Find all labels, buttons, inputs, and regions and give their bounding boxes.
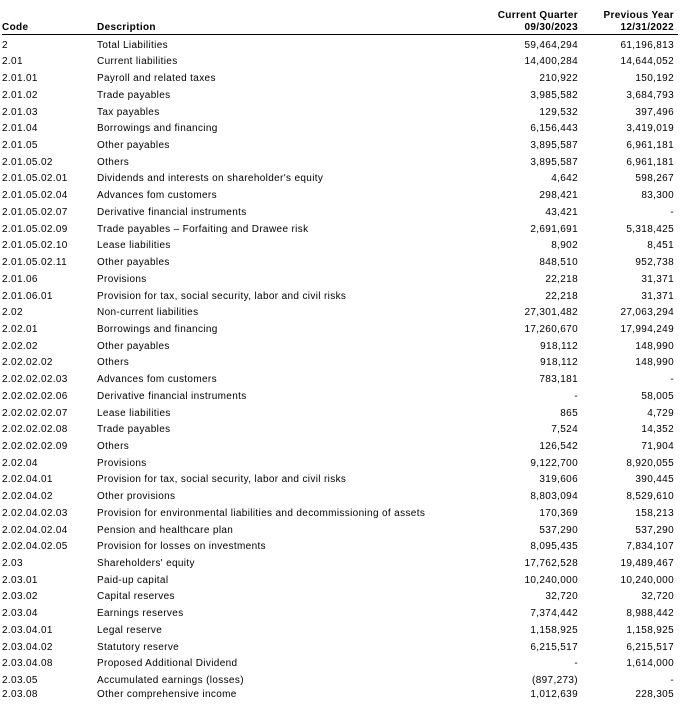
row-code: 2.02.04.02.05 [2,541,68,553]
row-previous-value: - [670,675,674,687]
row-current-value: 170,369 [539,507,578,519]
row-previous-value: 1,614,000 [626,658,674,670]
row-description: Non-current liabilities [97,307,199,319]
row-current-value: 32,720 [545,591,578,603]
row-description: Advances fom customers [97,190,217,202]
row-current-value: 1,158,925 [530,624,578,636]
row-current-value: 8,095,435 [530,541,578,553]
row-description: Provision for environmental liabilities and decommissioning of assets [97,507,426,519]
row-description: Provisions [97,273,147,285]
row-current-value: 783,181 [539,374,578,386]
row-current-value: 3,895,587 [530,156,578,168]
row-previous-value: 61,196,813 [620,39,674,51]
row-previous-value: 10,240,000 [620,574,674,586]
row-code: 2.02.04.02 [2,491,53,503]
row-description: Accumulated earnings (losses) [97,675,244,687]
table-row [2,436,678,453]
row-code: 2.03.04 [2,608,38,620]
row-current-value: - [574,390,578,402]
row-code: 2.02.04.02.04 [2,524,68,536]
header-previous-label: Previous Year [603,10,674,21]
row-description: Borrowings and financing [97,123,218,135]
row-code: 2.01.05.02.04 [2,190,68,202]
header-current-label: Current Quarter [497,10,578,21]
table-row [2,236,678,253]
row-current-value: 6,156,443 [530,123,578,135]
row-previous-value: 14,352 [641,424,674,436]
row-description: Legal reserve [97,624,163,636]
row-code: 2.02.04 [2,457,38,469]
row-code: 2.01.05.02.07 [2,206,68,218]
row-description: Proposed Additional Dividend [97,658,238,670]
row-code: 2.02.02 [2,340,38,352]
row-current-value: 918,112 [540,357,578,369]
row-description: Other payables [97,340,170,352]
row-current-value: 7,524 [551,424,578,436]
row-previous-value: 14,644,052 [620,56,674,68]
row-current-value: 298,421 [539,190,578,202]
row-description: Others [97,357,130,369]
table-row [2,603,678,620]
row-description: Other payables [97,257,170,269]
row-description: Others [97,440,130,452]
header-description: Description [97,10,481,35]
row-current-value: 17,260,670 [524,323,578,335]
row-code: 2.03.05 [2,675,38,687]
row-code: 2.02.04.01 [2,474,53,486]
row-previous-value: 390,445 [635,474,674,486]
table-row [2,386,678,403]
table-row [2,219,678,236]
table-row [2,202,678,219]
row-previous-value: 8,529,610 [626,491,674,503]
table-row [2,68,678,85]
row-description: Dividends and interests on shareholder's equity [97,173,324,185]
row-code: 2.01.05.02.10 [2,240,68,252]
row-code: 2.01.04 [2,123,38,135]
table-row [2,587,678,604]
row-description: Provision for losses on investments [97,541,266,553]
row-code: 2 [2,39,8,51]
row-previous-value: 7,834,107 [626,541,674,553]
header-previous-date: 12/31/2022 [620,22,674,33]
row-previous-value: 8,988,442 [626,608,674,620]
row-previous-value: 158,213 [635,507,674,519]
table-row [2,119,678,136]
table-row [2,486,678,503]
row-current-value: (897,273) [532,675,578,687]
row-code: 2.02.02.02.06 [2,390,68,402]
row-code: 2.03.04.01 [2,624,53,636]
row-previous-value: 31,371 [641,273,674,285]
row-current-value: 918,112 [540,340,578,352]
header-code: Code [2,10,97,35]
row-previous-value: 598,267 [635,173,674,185]
row-description: Provision for tax, social security, labor and civil risks [97,290,347,302]
header-current-date: 09/30/2023 [524,22,578,33]
row-previous-value: 150,192 [635,73,674,85]
row-current-value: - [574,658,578,670]
row-current-value: 22,218 [545,290,578,302]
row-description: Total Liabilities [97,39,168,51]
row-code: 2.01 [2,56,23,68]
row-previous-value: 6,215,517 [626,641,674,653]
row-previous-value: 6,961,181 [626,156,674,168]
row-current-value: 4,642 [551,173,578,185]
row-previous-value: 3,684,793 [626,89,674,101]
table-row [2,637,678,654]
row-previous-value: 6,961,181 [626,140,674,152]
row-previous-value: 27,063,294 [620,307,674,319]
row-description: Trade payables [97,424,171,436]
row-code: 2.01.06.01 [2,290,53,302]
row-current-value: 7,374,442 [530,608,578,620]
row-previous-value: 31,371 [641,290,674,302]
row-code: 2.02.02.02.08 [2,424,68,436]
row-current-value: 27,301,482 [524,307,578,319]
row-code: 2.02 [2,307,23,319]
row-current-value: 43,421 [545,206,578,218]
row-description: Current liabilities [97,56,178,68]
row-previous-value: - [670,206,674,218]
table-row [2,470,678,487]
row-previous-value: 8,920,055 [626,457,674,469]
table-row [2,403,678,420]
table-row [2,570,678,587]
table-row [2,537,678,554]
row-code: 2.03 [2,558,23,569]
row-current-value: 129,532 [539,106,578,118]
row-description: Borrowings and financing [97,323,218,335]
table-row [2,269,678,286]
row-current-value: 14,400,284 [524,56,578,68]
row-previous-value: 71,904 [641,440,674,452]
row-description: Other comprehensive income [97,689,237,701]
row-current-value: 537,290 [539,524,578,536]
table-row [2,453,678,470]
row-code: 2.03.04.02 [2,641,53,653]
table-row [2,654,678,671]
row-previous-value: 19,489,467 [620,558,674,569]
row-current-value: 8,902 [551,240,578,252]
row-previous-value: 1,158,925 [626,624,674,636]
row-code: 2.01.03 [2,106,38,118]
table-row [2,135,678,152]
table-row [2,85,678,102]
table-row [2,503,678,520]
row-code: 2.01.05 [2,140,38,152]
row-code: 2.01.05.02.01 [2,173,68,185]
row-previous-value: 5,318,425 [626,223,674,235]
table-row [2,102,678,119]
row-previous-value: 537,290 [635,524,674,536]
row-previous-value: - [670,374,674,386]
table-row [2,52,678,69]
table-row [2,319,678,336]
row-current-value: 9,122,700 [530,457,578,469]
row-previous-value: 952,738 [635,257,674,269]
table-row [2,353,678,370]
row-current-value: 3,985,582 [530,89,578,101]
row-code: 2.03.08 [2,689,38,701]
row-current-value: 126,542 [539,440,578,452]
table-row [2,420,678,437]
row-code: 2.02.02.02.09 [2,440,68,452]
table-row [2,252,678,269]
row-description: Provision for tax, social security, labor and civil risks [97,474,347,486]
table-header-row [2,10,678,35]
row-code: 2.01.02 [2,89,38,101]
table-row [2,520,678,537]
table-row [2,687,678,701]
table-row [2,286,678,303]
table-row [2,35,678,52]
row-code: 2.02.02.02.07 [2,407,68,419]
table-row [2,553,678,570]
row-current-value: 8,803,094 [530,491,578,503]
row-code: 2.01.06 [2,273,38,285]
row-current-value: 865 [560,407,578,419]
row-description: Trade payables [97,89,171,101]
table-row [2,185,678,202]
row-previous-value: 83,300 [641,190,674,202]
row-previous-value: 58,005 [641,390,674,402]
row-current-value: 6,215,517 [530,641,578,653]
liabilities-table [2,10,678,701]
table-row [2,169,678,186]
row-current-value: 3,895,587 [530,140,578,152]
row-current-value: 10,240,000 [524,574,578,586]
row-code: 2.01.01 [2,73,38,85]
row-current-value: 848,510 [539,257,578,269]
row-description: Trade payables – Forfaiting and Drawee risk [97,223,309,235]
row-code: 2.03.01 [2,574,38,586]
row-current-value: 319,606 [539,474,578,486]
row-description: Other provisions [97,491,176,503]
table-row [2,670,678,687]
row-description: Paid-up capital [97,574,169,586]
row-code: 2.01.05.02.11 [2,257,67,269]
row-current-value: 59,464,294 [524,39,578,51]
row-description: Derivative financial instruments [97,206,247,218]
table-body [2,35,678,702]
header-previous-year [582,10,678,35]
row-description: Earnings reserves [97,608,184,620]
row-current-value: 2,691,691 [530,223,578,235]
row-description: Pension and healthcare plan [97,524,234,536]
row-current-value: 17,762,528 [524,558,578,569]
row-current-value: 22,218 [545,273,578,285]
row-code: 2.01.05.02.09 [2,223,68,235]
row-description: Others [97,156,130,168]
row-previous-value: 4,729 [647,407,674,419]
row-description: Payroll and related taxes [97,73,216,85]
table-row [2,336,678,353]
row-description: Capital reserves [97,591,175,603]
header-current-quarter [481,10,582,35]
row-description: Lease liabilities [97,240,171,252]
row-previous-value: 17,994,249 [620,323,674,335]
row-previous-value: 32,720 [641,591,674,603]
table-row [2,303,678,320]
table-row [2,369,678,386]
row-description: Derivative financial instruments [97,390,247,402]
row-description: Shareholders' equity [97,558,195,569]
row-previous-value: 397,496 [635,106,674,118]
row-code: 2.02.04.02.03 [2,507,68,519]
row-previous-value: 8,451 [647,240,674,252]
table-row [2,152,678,169]
row-code: 2.02.02.02 [2,357,53,369]
row-description: Advances fom customers [97,374,217,386]
row-previous-value: 148,990 [635,357,674,369]
row-code: 2.03.02 [2,591,38,603]
row-description: Provisions [97,457,147,469]
row-code: 2.01.05.02 [2,156,53,168]
row-previous-value: 3,419,019 [626,123,674,135]
row-description: Lease liabilities [97,407,171,419]
row-code: 2.03.04.08 [2,658,53,670]
table-row [2,620,678,637]
row-description: Other payables [97,140,170,152]
row-code: 2.02.01 [2,323,38,335]
row-description: Tax payables [97,106,160,118]
row-current-value: 1,012,639 [530,689,578,701]
row-code: 2.02.02.02.03 [2,374,68,386]
row-previous-value: 148,990 [635,340,674,352]
row-current-value: 210,922 [539,73,578,85]
row-previous-value: 228,305 [635,689,674,701]
row-description: Statutory reserve [97,641,180,653]
